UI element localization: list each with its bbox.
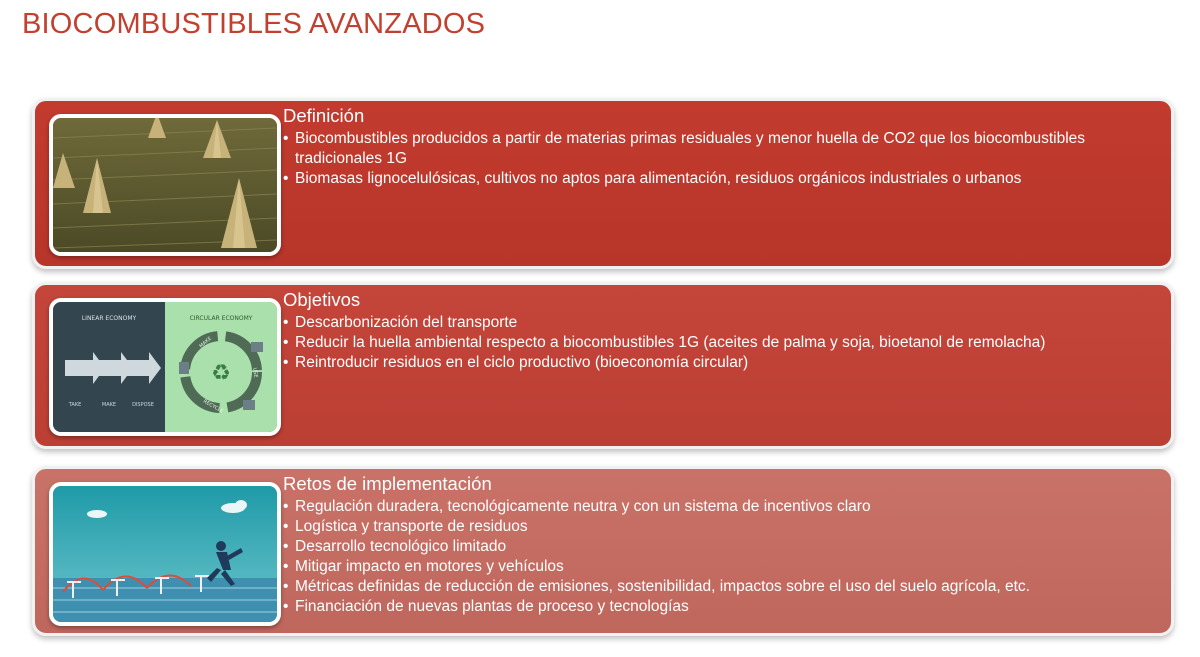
cycle-make-label: MAKE	[198, 335, 214, 350]
section-heading: Retos de implementación	[283, 473, 492, 494]
circular-economy-label: CIRCULAR ECONOMY	[189, 315, 253, 322]
straw-field-photo	[49, 114, 281, 256]
section-definicion	[32, 98, 1174, 269]
hurdle-runner-illustration	[49, 482, 281, 626]
bullet-item: • Descarbonización del transporte	[283, 313, 1159, 333]
bullet-item: • Reintroducir residuos en el ciclo productivo (bioeconomía circular)	[283, 353, 1159, 373]
linear-economy-label: LINEAR ECONOMY	[81, 315, 137, 322]
bullet-item: • Biomasas lignocelulósicas, cultivos no aptos para alimentación, residuos orgánicos industriales o urbanos	[283, 169, 1159, 189]
dispose-label: DISPOSE	[132, 402, 154, 408]
bullet-item: • Reducir la huella ambiental respecto a biocombustibles 1G (aceites de palma y soja, bioetanol de remolacha)	[283, 333, 1159, 353]
bullet-item: • Logística y transporte de residuos	[283, 517, 1159, 537]
slide-title: BIOCOMBUSTIBLES AVANZADOS	[22, 8, 486, 40]
bullet-list	[283, 129, 1159, 189]
bullet-item: • Métricas definidas de reducción de emisiones, sostenibilidad, impactos sobre el uso del suelo agrícola, etc.	[283, 577, 1159, 597]
make-label: MAKE	[101, 402, 117, 408]
bullet-list	[283, 497, 1159, 617]
section-retos	[32, 466, 1174, 636]
bullet-item: • Mitigar impacto en motores y vehículos	[283, 557, 1159, 577]
bullet-item: • Desarrollo tecnológico limitado	[283, 537, 1159, 557]
take-label: TAKE	[68, 402, 82, 408]
section-heading: Objetivos	[283, 289, 361, 310]
section-heading: Definición	[283, 105, 365, 126]
cycle-recycle-label: RECYCLE	[202, 398, 225, 415]
recycle-icon: ♻	[211, 361, 231, 386]
bullet-item: • Financiación de nuevas plantas de proceso y tecnologías	[283, 597, 1159, 617]
bullet-item: • Biocombustibles producidos a partir de materias primas residuales y menor huella de CO2 que los biocombustibles tradicionales 1G	[283, 129, 1159, 169]
linear-vs-circular-economy-diagram	[49, 298, 281, 436]
bullet-list	[283, 313, 1159, 373]
section-objetivos	[32, 282, 1174, 449]
cycle-use-label: USE	[251, 367, 259, 379]
bullet-item: • Regulación duradera, tecnológicamente neutra y con un sistema de incentivos claro	[283, 497, 1159, 517]
